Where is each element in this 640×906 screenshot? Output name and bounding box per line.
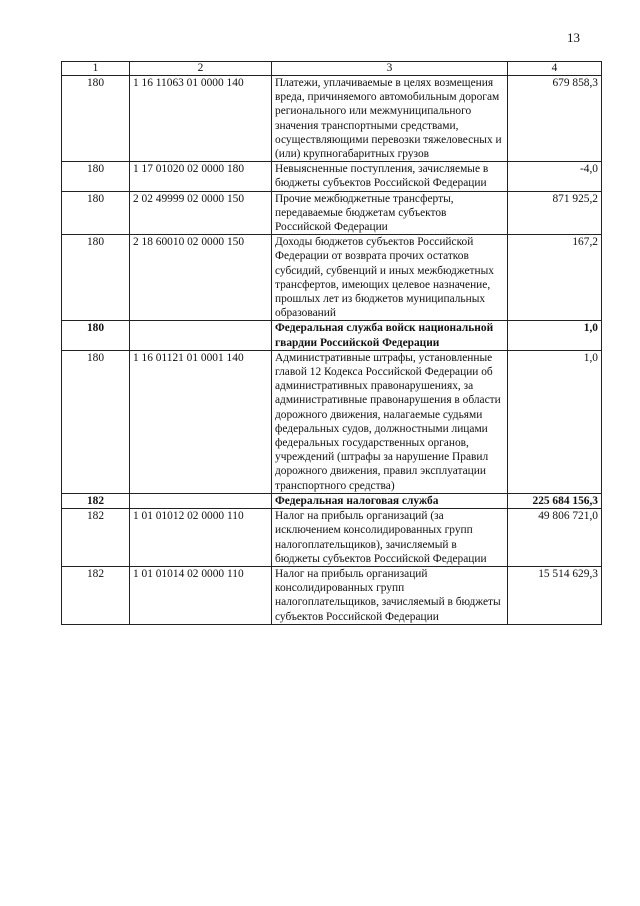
table-body — [62, 76, 602, 625]
kbk-code-cell: 1 01 01012 02 0000 110 — [130, 509, 272, 567]
revenue-name-cell: Прочие межбюджетные трансферты, передаваемые бюджетам субъектов Российской Федерации — [272, 191, 508, 235]
column-header-4: 4 — [508, 62, 602, 76]
admin-code-cell: 180 — [62, 76, 130, 162]
revenue-name-cell: Доходы бюджетов субъектов Российской Федерации от возврата прочих остатков субсидий, субвенций и иных межбюджетных трансфертов, имеющих целевое назначение, прошлых лет из бюджетов муниципальных образований — [272, 235, 508, 321]
admin-code-cell: 180 — [62, 162, 130, 191]
amount-cell: 49 806 721,0 — [508, 509, 602, 567]
revenue-name-cell: Административные штрафы, установленные главой 12 Кодекса Российской Федерации об административных правонарушениях, за административные правонарушения в области дорожного движения, налагаемые судьями федеральных судов, должностными лицами федеральных государственных органов, учреждений (штрафы за нарушение Правил дорожного движения, правил эксплуатации транспортного средства) — [272, 350, 508, 493]
revenue-name-cell: Федеральная служба войск национальной гвардии Российской Федерации — [272, 321, 508, 350]
revenue-table — [61, 61, 602, 625]
amount-cell: 1,0 — [508, 350, 602, 493]
revenue-name-cell: Платежи, уплачиваемые в целях возмещения вреда, причиняемого автомобильным дорогам регионального или межмуниципального значения транспортными средствами, осуществляющими перевозки тяжеловесных и (или) крупногабаритных грузов — [272, 76, 508, 162]
kbk-code-cell — [130, 493, 272, 508]
amount-cell: 225 684 156,3 — [508, 493, 602, 508]
kbk-code-cell: 1 17 01020 02 0000 180 — [130, 162, 272, 191]
amount-cell: 15 514 629,3 — [508, 566, 602, 624]
column-header-2: 2 — [130, 62, 272, 76]
admin-code-cell: 180 — [62, 321, 130, 350]
amount-cell: -4,0 — [508, 162, 602, 191]
amount-cell: 167,2 — [508, 235, 602, 321]
kbk-code-cell: 2 02 49999 02 0000 150 — [130, 191, 272, 235]
table-row — [62, 162, 602, 191]
table-row — [62, 235, 602, 321]
admin-code-cell: 182 — [62, 509, 130, 567]
table-row — [62, 191, 602, 235]
amount-cell: 871 925,2 — [508, 191, 602, 235]
amount-cell: 1,0 — [508, 321, 602, 350]
table-row — [62, 509, 602, 567]
revenue-name-cell: Налог на прибыль организаций (за исключением консолидированных групп налогоплательщиков), зачисляемый в бюджеты субъектов Российской Федерации — [272, 509, 508, 567]
table-row — [62, 350, 602, 493]
revenue-name-cell: Невыясненные поступления, зачисляемые в бюджеты субъектов Российской Федерации — [272, 162, 508, 191]
table-row — [62, 493, 602, 508]
kbk-code-cell: 1 16 01121 01 0001 140 — [130, 350, 272, 493]
table-row — [62, 76, 602, 162]
table-header-row — [62, 62, 602, 76]
kbk-code-cell: 1 16 11063 01 0000 140 — [130, 76, 272, 162]
table-row — [62, 566, 602, 624]
revenue-name-cell: Федеральная налоговая служба — [272, 493, 508, 508]
admin-code-cell: 180 — [62, 235, 130, 321]
amount-cell: 679 858,3 — [508, 76, 602, 162]
column-header-1: 1 — [62, 62, 130, 76]
revenue-name-cell: Налог на прибыль организаций консолидированных групп налогоплательщиков, зачисляемый в бюджеты субъектов Российской Федерации — [272, 566, 508, 624]
admin-code-cell: 182 — [62, 493, 130, 508]
admin-code-cell: 182 — [62, 566, 130, 624]
page-number: 13 — [567, 30, 580, 45]
kbk-code-cell: 1 01 01014 02 0000 110 — [130, 566, 272, 624]
column-header-3: 3 — [272, 62, 508, 76]
admin-code-cell: 180 — [62, 191, 130, 235]
kbk-code-cell — [130, 321, 272, 350]
kbk-code-cell: 2 18 60010 02 0000 150 — [130, 235, 272, 321]
table-row — [62, 321, 602, 350]
admin-code-cell: 180 — [62, 350, 130, 493]
